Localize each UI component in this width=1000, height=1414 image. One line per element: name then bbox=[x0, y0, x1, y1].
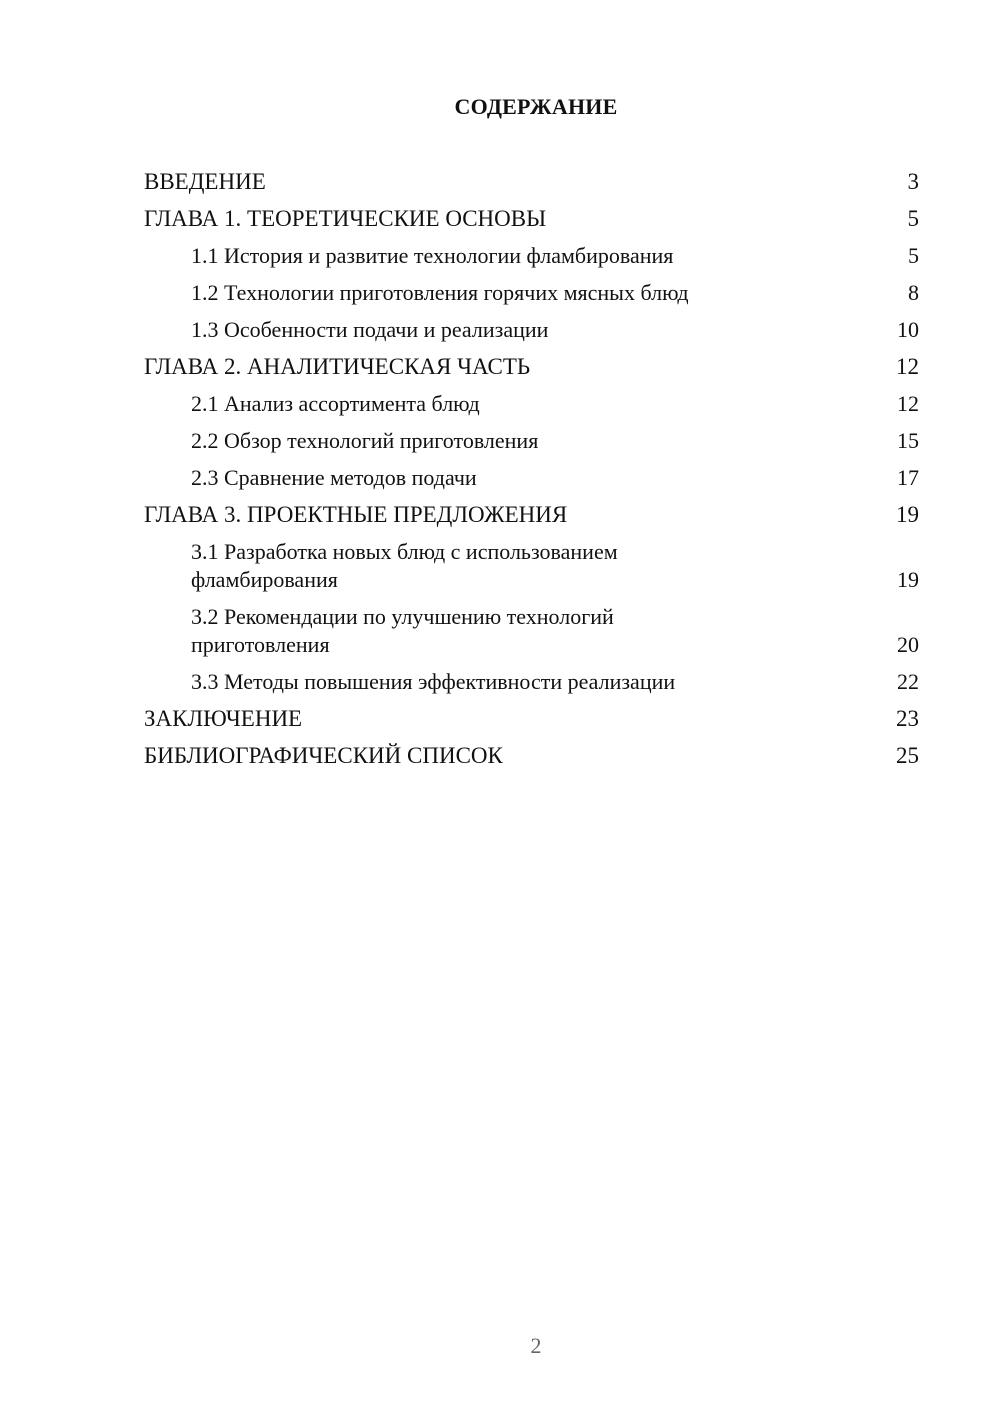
toc-entry-page: 23 bbox=[896, 706, 919, 731]
toc-entry-label: ГЛАВА 1. ТЕОРЕТИЧЕСКИЕ ОСНОВЫ bbox=[144, 206, 547, 231]
toc-entry-label: БИБЛИОГРАФИЧЕСКИЙ СПИСОК bbox=[144, 743, 503, 768]
toc-entry-section-2-3 bbox=[144, 464, 919, 492]
toc-entry-section-3-1 bbox=[144, 538, 919, 594]
toc-entry-label: ЗАКЛЮЧЕНИЕ bbox=[144, 706, 303, 731]
toc-entry-label: 1.1 История и развитие технологии фламбирования bbox=[191, 243, 674, 268]
toc-entry-section-3-3 bbox=[144, 668, 919, 696]
toc-entry-label: 3.1 Разработка новых блюд с использованием фламбирования bbox=[191, 539, 618, 592]
page-title: СОДЕРЖАНИЕ bbox=[454, 94, 618, 119]
toc-entry-label: 3.2 Рекомендации по улучшению технологий приготовления bbox=[191, 604, 614, 657]
toc-entry-label: 2.2 Обзор технологий приготовления bbox=[191, 428, 539, 453]
toc-entry-page: 10 bbox=[897, 317, 919, 342]
toc-entry-page: 19 bbox=[897, 567, 919, 592]
toc-entry-section-2-1 bbox=[144, 390, 919, 418]
toc-entry-section-1-2 bbox=[144, 279, 919, 307]
toc-entry-section-3-2 bbox=[144, 603, 919, 659]
toc-entry-conclusion bbox=[144, 705, 919, 733]
toc-entry-page: 12 bbox=[896, 354, 919, 379]
toc-entry-label: 2.3 Сравнение методов подачи bbox=[191, 465, 477, 490]
toc-entry-page: 17 bbox=[897, 465, 919, 490]
toc-entry-page: 5 bbox=[907, 206, 919, 231]
toc-entry-page: 22 bbox=[897, 669, 919, 694]
toc-entry-page: 8 bbox=[908, 280, 919, 305]
toc-entry-page: 15 bbox=[897, 428, 919, 453]
toc-entry-bibliography bbox=[144, 742, 919, 770]
toc-entry-chapter-1 bbox=[144, 205, 919, 233]
toc-entry-introduction bbox=[144, 168, 919, 196]
toc-entry-label: 1.3 Особенности подачи и реализации bbox=[191, 317, 549, 342]
toc-entry-page: 20 bbox=[897, 632, 919, 657]
toc-entry-label: 1.2 Технологии приготовления горячих мясных блюд bbox=[191, 280, 689, 305]
toc-entry-section-1-3 bbox=[144, 316, 919, 344]
table-of-contents bbox=[144, 168, 919, 779]
toc-entry-chapter-2 bbox=[144, 353, 919, 381]
toc-entry-label: ВВЕДЕНИЕ bbox=[144, 169, 266, 194]
toc-entry-label: 2.1 Анализ ассортимента блюд bbox=[191, 391, 480, 416]
toc-entry-label: 3.3 Методы повышения эффективности реализации bbox=[191, 669, 676, 694]
toc-entry-page: 3 bbox=[907, 169, 919, 194]
toc-entry-page: 12 bbox=[897, 391, 919, 416]
toc-entry-page: 5 bbox=[908, 243, 919, 268]
toc-entry-page: 19 bbox=[896, 502, 919, 527]
toc-entry-section-2-2 bbox=[144, 427, 919, 455]
toc-entry-page: 25 bbox=[896, 743, 919, 768]
page-number: 2 bbox=[530, 1333, 542, 1358]
toc-entry-section-1-1 bbox=[144, 242, 919, 270]
toc-entry-label: ГЛАВА 2. АНАЛИТИЧЕСКАЯ ЧАСТЬ bbox=[144, 354, 531, 379]
toc-entry-label: ГЛАВА 3. ПРОЕКТНЫЕ ПРЕДЛОЖЕНИЯ bbox=[144, 502, 568, 527]
toc-entry-chapter-3 bbox=[144, 501, 919, 529]
